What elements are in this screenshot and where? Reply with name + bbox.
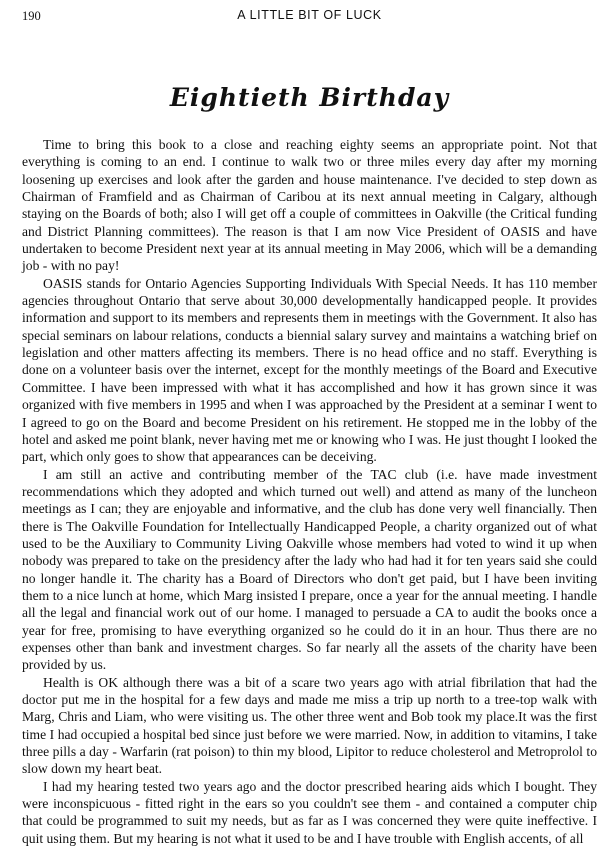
paragraph: Health is OK although there was a bit of a scare two years ago with atrial fibrilation that had the doctor put me in the hospital for a few days and made me miss a trip up north to a tree-top walk with Marg, Chris and Liam, who were visiting us. The other three went and Bob took my place.It was the first time I had occupied a hospital bed since just before we were married. Now, in addition to vitamins, I take three pills a day - Warfarin (rat poison) to thin my blood, Lipitor to reduce cholesterol and Metroprolol to slow down my heart beat.	[22, 674, 597, 777]
paragraph: I had my hearing tested two years ago and the doctor prescribed hearing aids which I bought. They were inconspicuous - fitted right in the ears so you couldn't see them - and contained a computer chip that could be programmed to suit my needs, but as far as I was concerned they were quite ineffective. I quit using them. But my hearing is not what it used to be and I have trouble with English accents, of all	[22, 778, 597, 846]
chapter-title: Eightieth Birthday	[169, 83, 450, 112]
page-number: 190	[22, 9, 41, 23]
book-title: A LITTLE BIT OF LUCK	[237, 8, 382, 22]
paragraph: OASIS stands for Ontario Agencies Supporting Individuals With Special Needs. It has 110 member agencies throughout Ontario that serve about 30,000 developmentally handicapped people. It provides information and support to its members and represents them in meetings with the Government. It also has special seminars on labour relations, conducts a biennial salary survey and maintains a watching brief on legislation and other matters affecting its members. There is no head office and no staff. Everything is done on a volunteer basis over the internet, except for the monthly meetings of the Board and Executive Committee. I have been impressed with what it has accomplished and how it has grown since it was organized with five members in 1995 and when I was approached by the President at a seminar I went to I agreed to go on the Board and become President on his retirement. He stopped me in the lobby of the hotel and asked me point blank, never having met me or knowing who I was. He just thought I looked the part, which only goes to show that appearances can be deceiving.	[22, 275, 597, 465]
body-text	[22, 136, 597, 847]
paragraph: Time to bring this book to a close and reaching eighty seems an appropriate point. Not that everything is coming to an end. I continue to walk two or three miles every day after my morning loosening up exercises and look after the garden and house maintenance. I've decided to step down as Chairman of Framfield and as Chairman of Caribou at its next annual meeting in Calgary, although staying on the Boards of both; also I will get off a couple of committees in Oakville (the Critical funding and District Planning committees). The reason is that I am now Vice President of OASIS and have undertaken to become President next year at its annual meeting in May 2006, which will be a demanding job - with no pay!	[22, 137, 597, 274]
paragraph: I am still an active and contributing member of the TAC club (i.e. have made investment recommendations which they adopted and which turned out well) and attend as many of the luncheon meetings as I can; they are enjoyable and informative, and the club has done very well financially. Then there is The Oakville Foundation for Intellectually Handicapped People, a charity organized out of what used to be the Auxiliary to Community Living Oakville whose members had voted to wind it up when nobody was prepared to take on the presidency after the lady who had had it for ten years said she could no longer handle it. The charity has a Board of Directors who don't get paid, but I have been inviting them to a nice lunch at home, which Marg insisted I prepare, once a year for the annual meeting. I handle all the legal and financial work out of our home. I managed to persuade a CA to audit the books once a year for free, promising to have everything organized so he could do it in an hour. Thus there are no expenses other than bank and investment charges. So far nearly all the assets of the charity have been provided by us.	[22, 466, 597, 673]
running-header	[22, 6, 597, 26]
